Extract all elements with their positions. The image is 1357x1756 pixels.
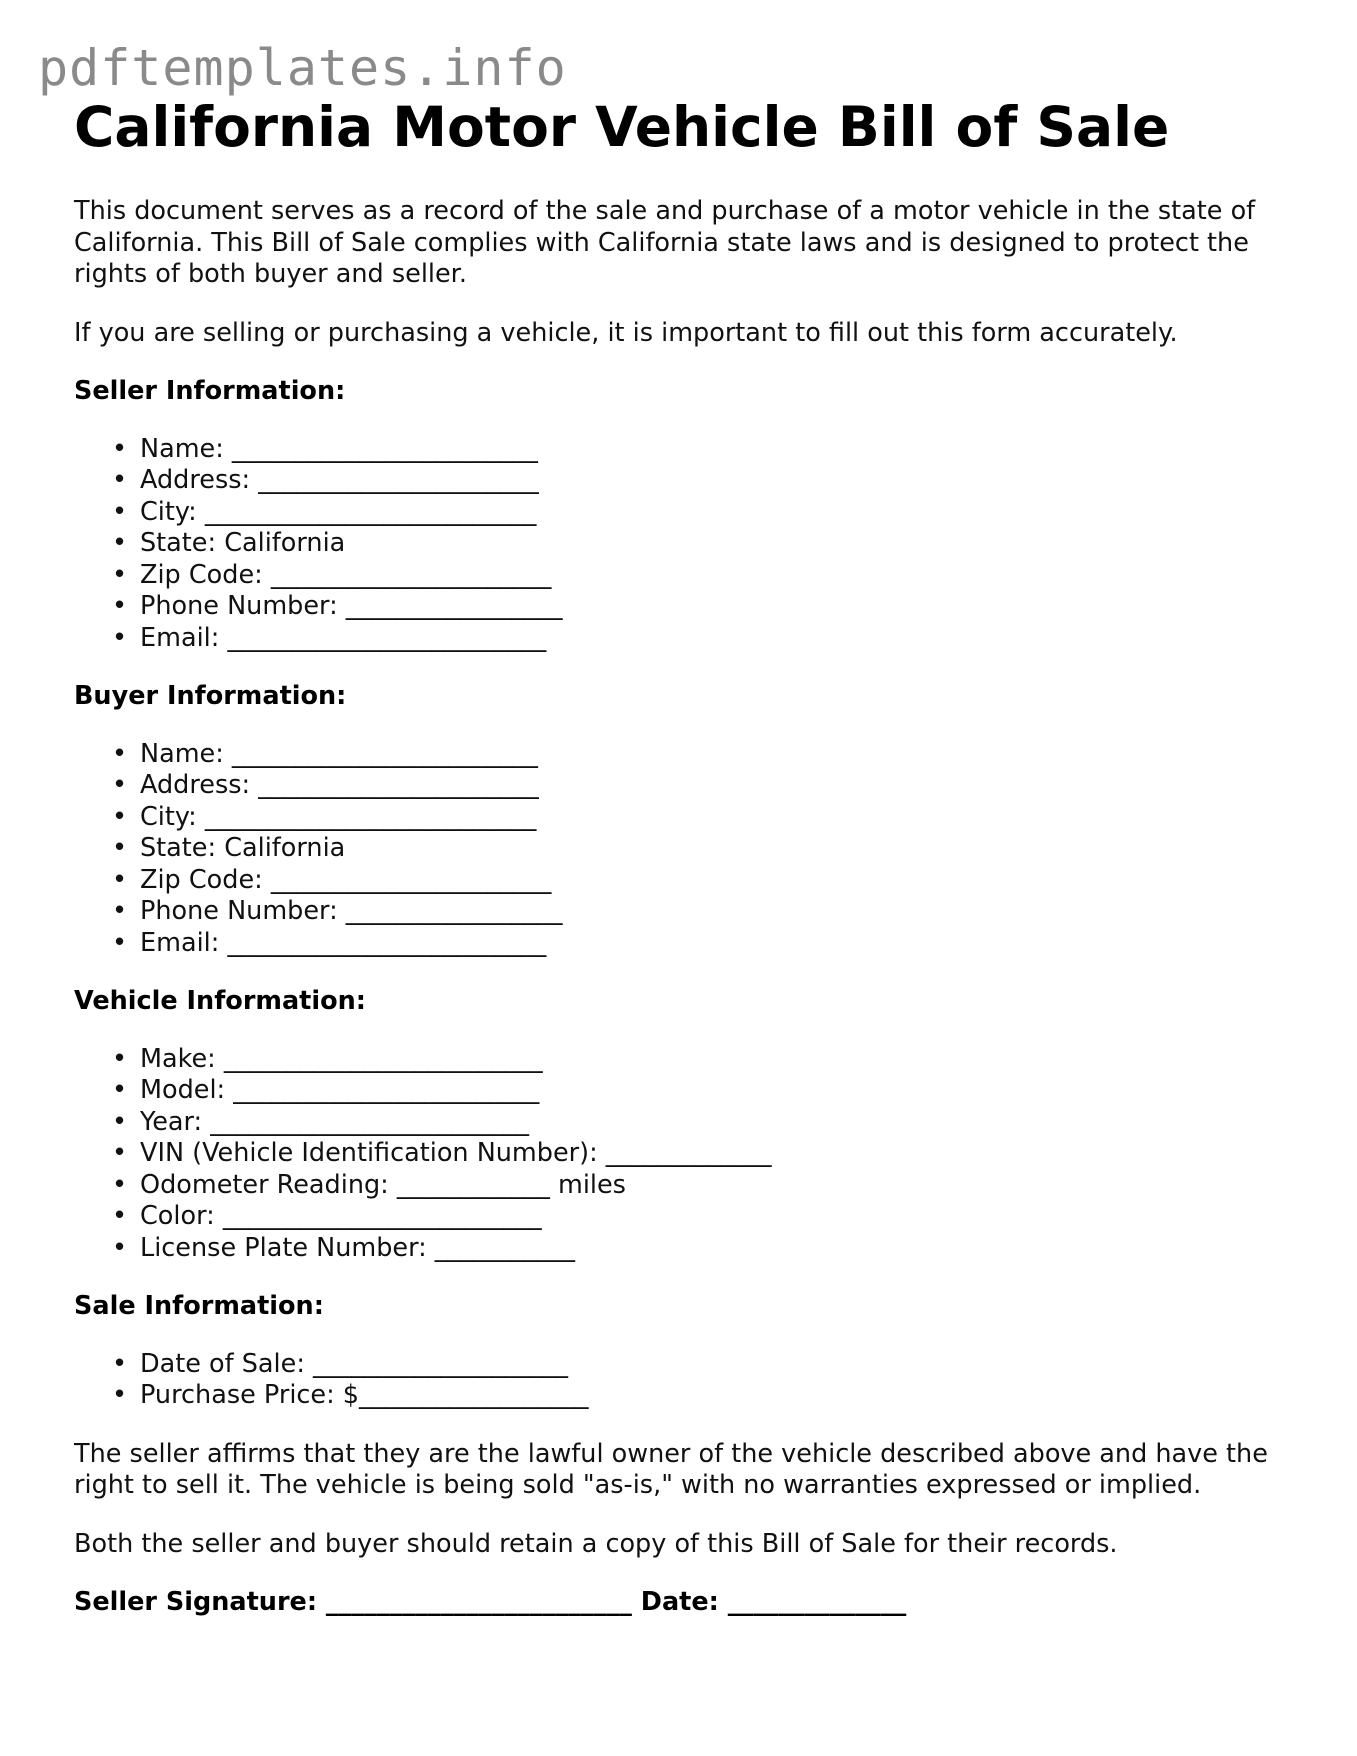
- buyer-state-field: • State: California: [112, 833, 346, 863]
- bullet-icon: •: [112, 433, 128, 464]
- sale-price-field[interactable]: • Purchase Price: $__________________: [112, 1380, 589, 1410]
- document-page: [74, 92, 1294, 1619]
- bullet-icon: •: [112, 1232, 128, 1263]
- seller-section-heading: Seller Information:: [74, 376, 346, 406]
- buyer-phone-field[interactable]: • Phone Number: _________________: [112, 896, 563, 926]
- page-title: California Motor Vehicle Bill of Sale: [74, 95, 1170, 159]
- instruction-paragraph: If you are selling or purchasing a vehicle, it is important to fill out this form accurately.: [74, 317, 1178, 348]
- bullet-icon: •: [112, 1075, 128, 1105]
- seller-signature-field[interactable]: Seller Signature: ________________________: [74, 1587, 632, 1617]
- bullet-icon: •: [112, 591, 128, 621]
- bullet-icon: •: [112, 1106, 128, 1137]
- bullet-icon: •: [112, 1380, 128, 1410]
- buyer-zip-field[interactable]: • Zip Code: ______________________: [112, 864, 552, 895]
- sale-field-list: [74, 1349, 1294, 1412]
- vehicle-model-field[interactable]: • Model: ________________________: [112, 1075, 540, 1105]
- bullet-icon: •: [112, 528, 128, 558]
- bullet-icon: •: [112, 1043, 128, 1074]
- bullet-icon: •: [112, 496, 128, 527]
- vehicle-field-list: [74, 1044, 1294, 1265]
- vehicle-vin-field[interactable]: • VIN (Vehicle Identification Number): _____________: [112, 1138, 772, 1168]
- buyer-field-list: [74, 739, 1294, 960]
- bullet-icon: •: [112, 622, 128, 653]
- vehicle-make-field[interactable]: • Make: _________________________: [112, 1043, 543, 1074]
- sale-date-field[interactable]: • Date of Sale: ____________________: [112, 1348, 569, 1379]
- seller-city-field[interactable]: • City: __________________________: [112, 496, 537, 527]
- vehicle-section-heading: Vehicle Information:: [74, 986, 366, 1016]
- seller-state-field: • State: California: [112, 528, 346, 558]
- bullet-icon: •: [112, 927, 128, 958]
- signature-line: [74, 1587, 1294, 1619]
- buyer-city-field[interactable]: • City: __________________________: [112, 801, 537, 832]
- bullet-icon: •: [112, 1138, 128, 1168]
- seller-zip-field[interactable]: • Zip Code: ______________________: [112, 559, 552, 590]
- affirmation-paragraph: The seller affirms that they are the lawful owner of the vehicle described above and have the right to sell it. The vehicle is being sold "as-is," with no warranties expressed or implied.: [74, 1438, 1268, 1500]
- buyer-email-field[interactable]: • Email: _________________________: [112, 927, 547, 958]
- vehicle-color-field[interactable]: • Color: _________________________: [112, 1201, 542, 1231]
- vehicle-plate-field[interactable]: • License Plate Number: ___________: [112, 1232, 576, 1263]
- seller-field-list: [74, 434, 1294, 655]
- signature-date-field[interactable]: Date: ______________: [640, 1587, 907, 1617]
- bullet-icon: •: [112, 1201, 128, 1231]
- buyer-name-field[interactable]: • Name: ________________________: [112, 738, 538, 769]
- seller-phone-field[interactable]: • Phone Number: _________________: [112, 591, 563, 621]
- bullet-icon: •: [112, 801, 128, 832]
- bullet-icon: •: [112, 559, 128, 590]
- retain-note-paragraph: Both the seller and buyer should retain a copy of this Bill of Sale for their records.: [74, 1528, 1118, 1559]
- intro-paragraph: This document serves as a record of the sale and purchase of a motor vehicle in the state of California. This Bill of Sale complies with California state laws and is designed to protect the rights of both buyer and seller.: [74, 196, 1256, 289]
- sale-section-heading: Sale Information:: [74, 1291, 324, 1321]
- buyer-address-field[interactable]: • Address: ______________________: [112, 770, 539, 800]
- buyer-section-heading: Buyer Information:: [74, 681, 347, 711]
- seller-address-field[interactable]: • Address: ______________________: [112, 465, 539, 495]
- bullet-icon: •: [112, 770, 128, 800]
- bullet-icon: •: [112, 465, 128, 495]
- bullet-icon: •: [112, 833, 128, 863]
- vehicle-odometer-field[interactable]: • Odometer Reading: ____________ miles: [112, 1169, 626, 1200]
- seller-email-field[interactable]: • Email: _________________________: [112, 622, 547, 653]
- seller-name-field[interactable]: • Name: ________________________: [112, 433, 538, 464]
- bullet-icon: •: [112, 896, 128, 926]
- bullet-icon: •: [112, 1169, 128, 1200]
- vehicle-year-field[interactable]: • Year: _________________________: [112, 1106, 529, 1137]
- watermark-logo: pdftemplates.info: [38, 39, 567, 97]
- bullet-icon: •: [112, 738, 128, 769]
- bullet-icon: •: [112, 864, 128, 895]
- bullet-icon: •: [112, 1348, 128, 1379]
